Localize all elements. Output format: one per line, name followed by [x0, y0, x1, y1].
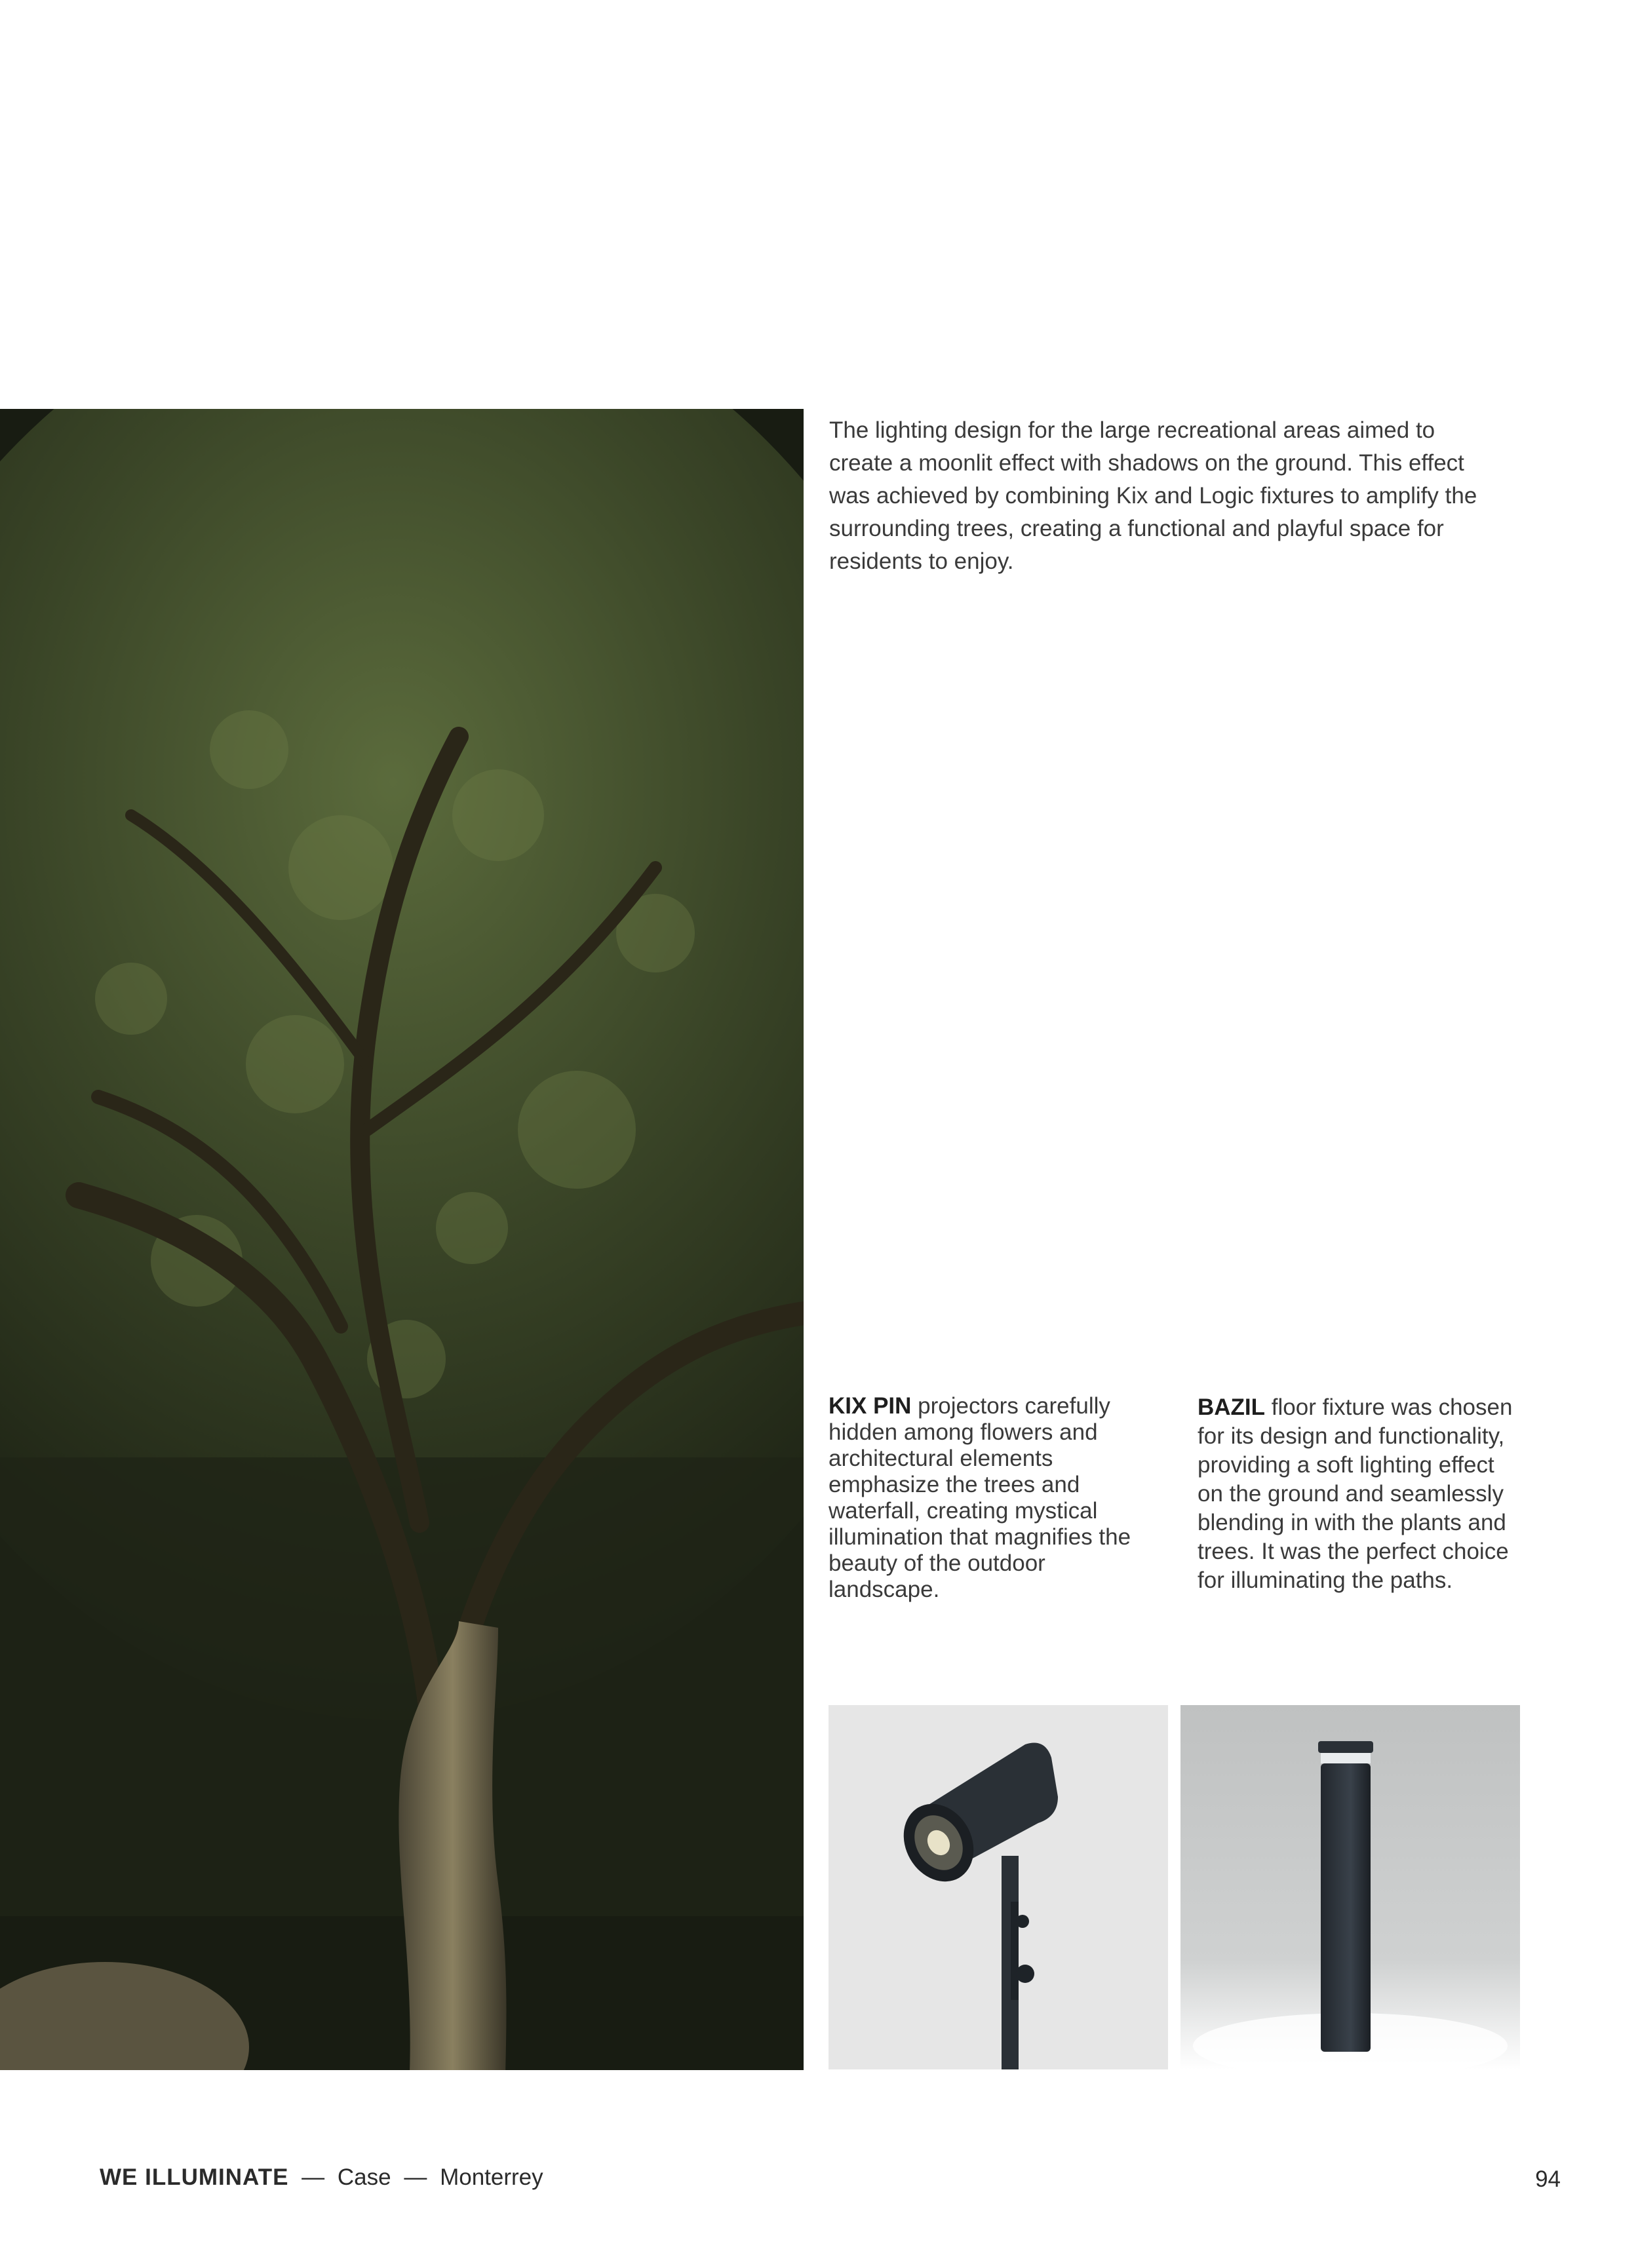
- bazil-text: floor fixture was chosen for its design and functionality, providing a soft lighting effect on the ground and seamlessly blending in with the plants and trees. It was the perfect choice for illuminating the paths.: [1198, 1394, 1513, 1593]
- intro-paragraph: The lighting design for the large recreational areas aimed to create a moonlit effect with shadows on the ground. This effect was achieved by combining Kix and Logic fixtures to amplify the surrounding trees, creating a functional and playful space for residents to enjoy.: [829, 417, 1477, 574]
- bazil-description: [1198, 1393, 1525, 1595]
- kix-pin-description: [829, 1393, 1156, 1603]
- footer-dash-2: —: [404, 2164, 427, 2190]
- bazil-name: BAZIL: [1198, 1394, 1266, 1420]
- kix-pin-product-image: [829, 1705, 1168, 2069]
- kix-pin-name: KIX PIN: [829, 1393, 912, 1419]
- kix-pin-text: projectors carefully hidden among flowers and architectural elements emphasize the trees and waterfall, creating mystical illumination that magnifies the beauty of the outdoor landscape.: [829, 1393, 1131, 1602]
- footer-location: Monterrey: [440, 2164, 543, 2190]
- page-number: 94: [1535, 2166, 1561, 2192]
- bazil-product-image: [1180, 1705, 1520, 2069]
- bazil-icon: [1180, 1705, 1520, 2069]
- tree-night-photo: [0, 409, 804, 2070]
- footer-brand: WE ILLUMINATE: [100, 2164, 289, 2190]
- kix-pin-icon: [829, 1705, 1168, 2069]
- tree-illustration: [0, 409, 804, 2070]
- footer: [100, 2164, 543, 2191]
- footer-dash-1: —: [302, 2164, 325, 2190]
- footer-section: Case: [337, 2164, 391, 2190]
